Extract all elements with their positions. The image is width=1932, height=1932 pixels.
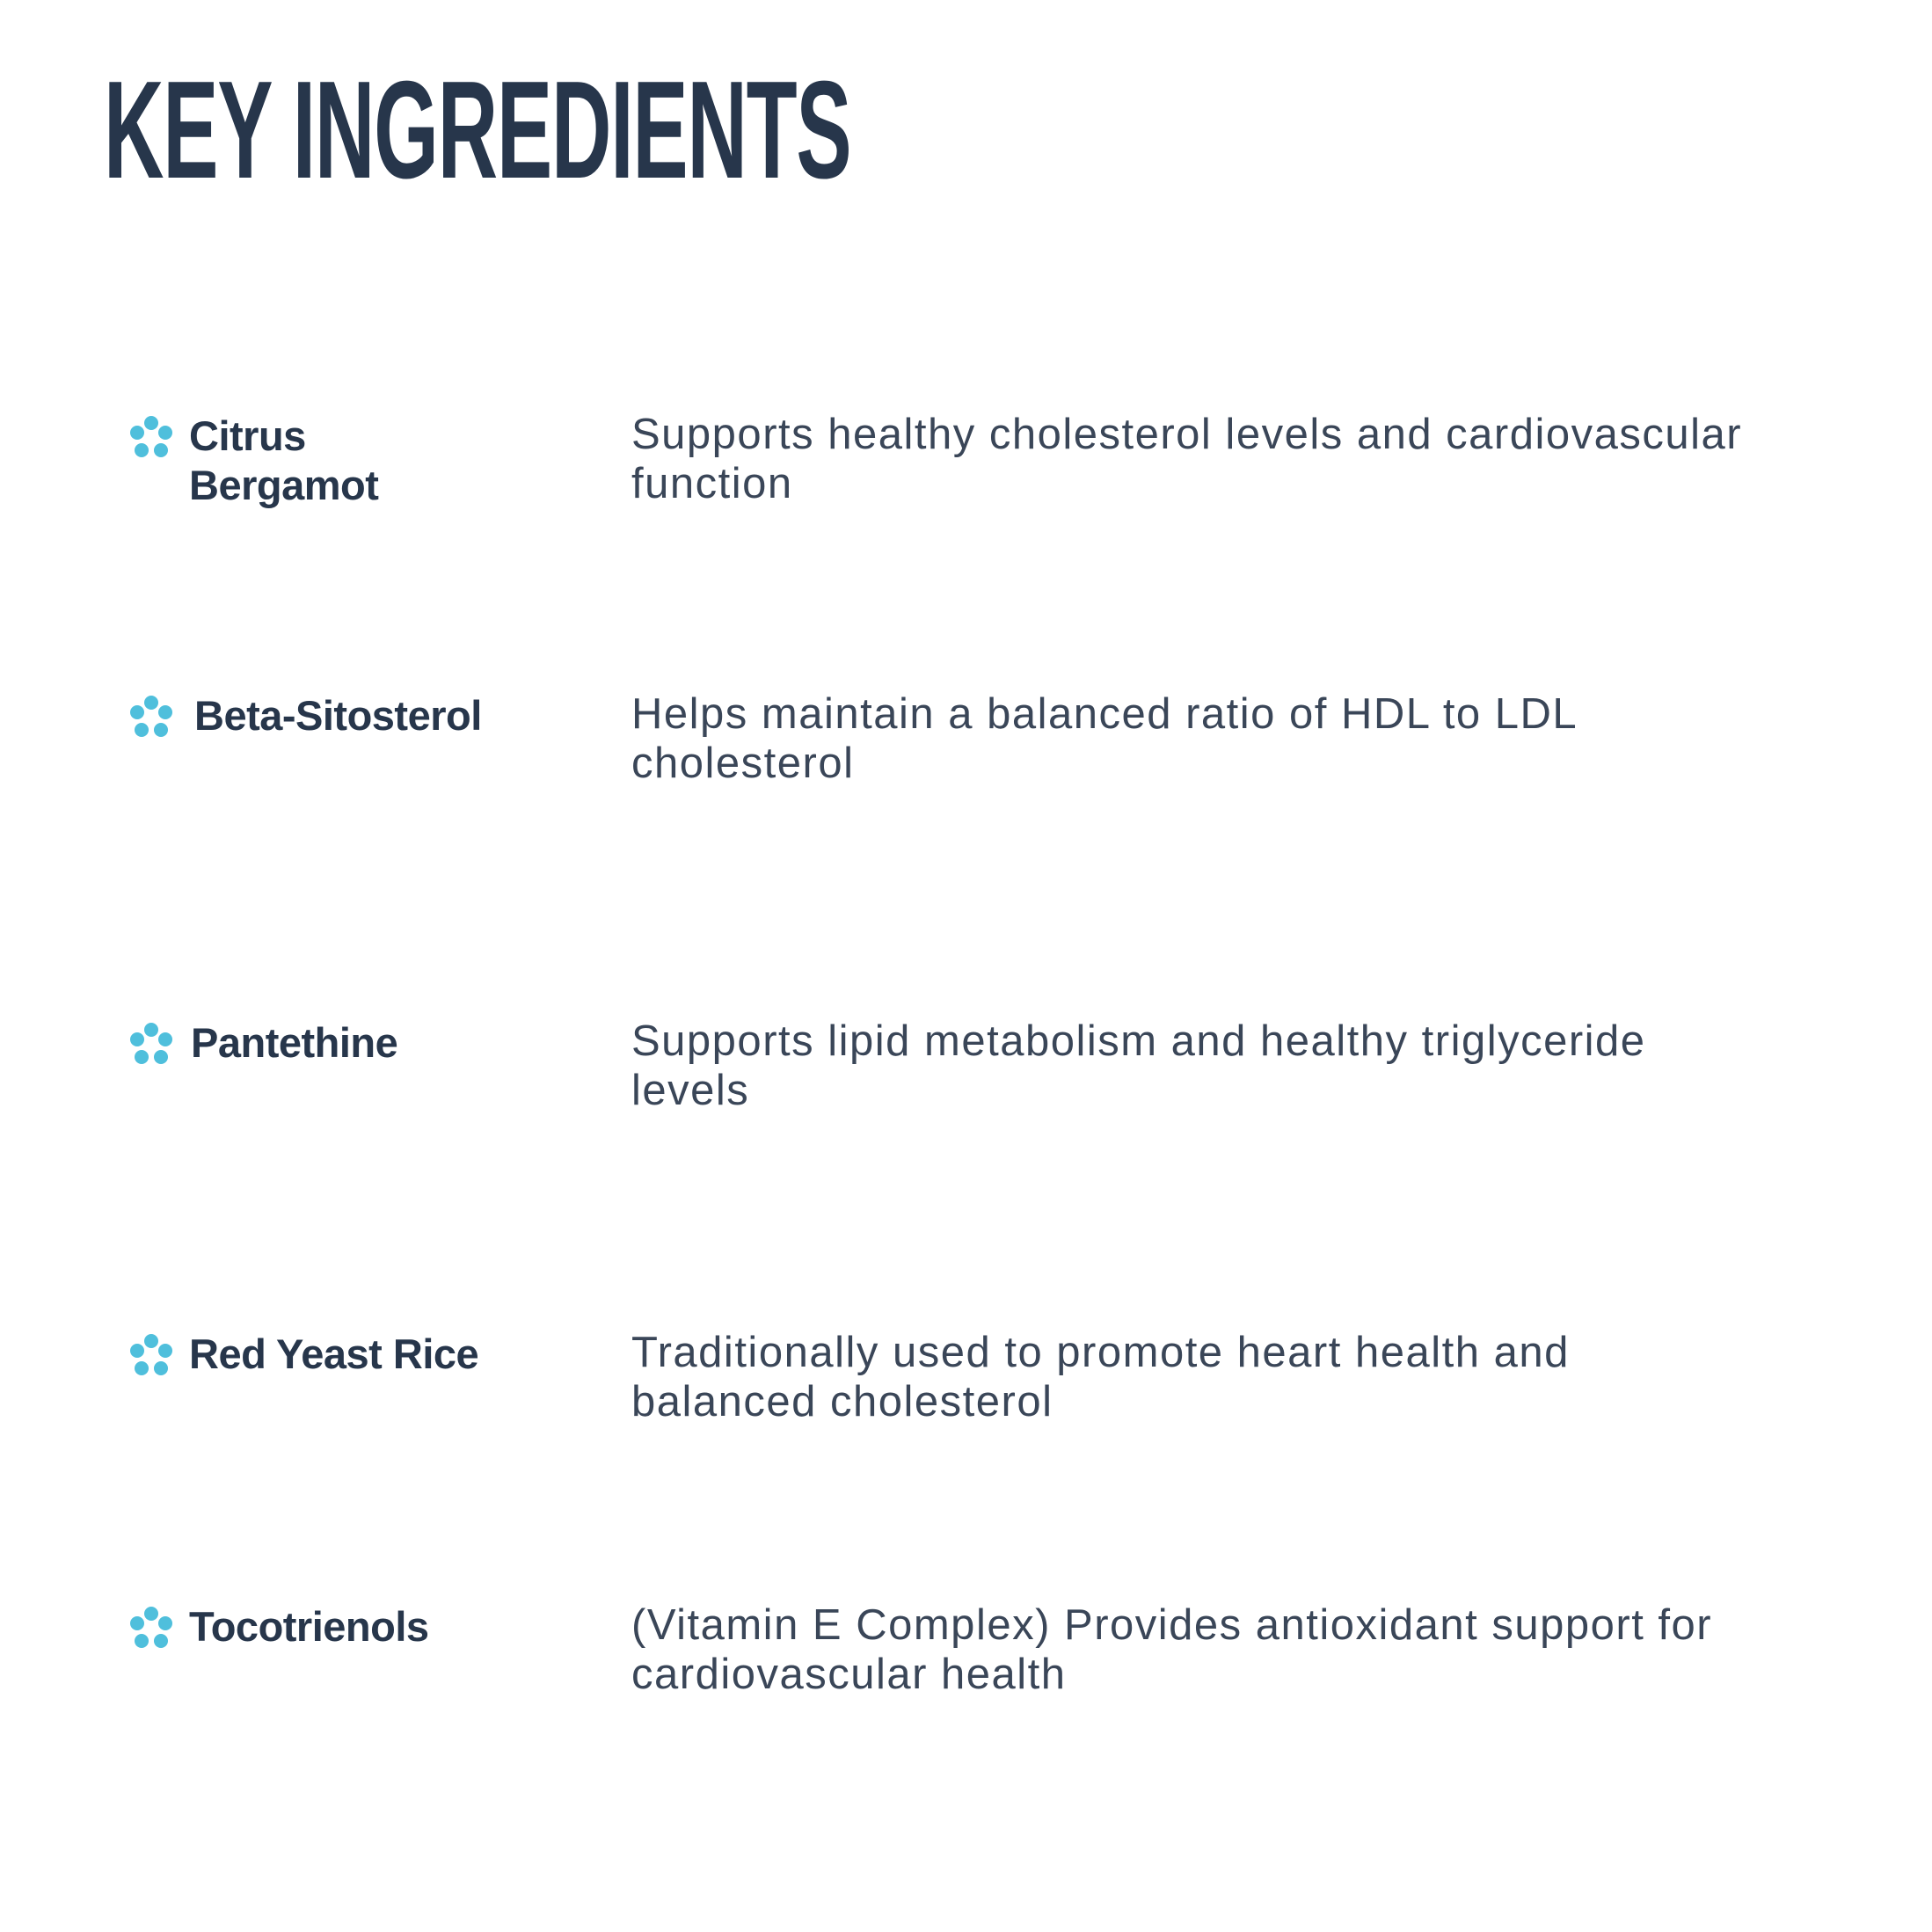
flower-icon	[128, 415, 174, 461]
ingredient-name: Citrus Bergamot	[189, 412, 379, 508]
flower-icon	[128, 1606, 174, 1651]
ingredient-description: Supports lipid metabolism and healthy triglyceride levels	[631, 1017, 1646, 1114]
ingredient-name: Pantethine	[191, 1019, 398, 1066]
page-title: KEY INGREDIENTS	[104, 53, 851, 208]
flower-icon	[128, 1022, 174, 1068]
flower-icon	[128, 1333, 174, 1379]
ingredient-description: Helps maintain a balanced ratio of HDL to LDL cholesterol	[631, 690, 1577, 787]
ingredient-name: Red Yeast Rice	[189, 1331, 479, 1377]
ingredient-name: Beta-Sitosterol	[194, 692, 482, 739]
flower-icon	[128, 695, 174, 740]
ingredient-name: Tocotrienols	[189, 1603, 429, 1650]
ingredient-description: Traditionally used to promote heart health and balanced cholesterol	[631, 1329, 1570, 1425]
ingredient-description: Supports healthy cholesterol levels and cardiovascular function	[631, 411, 1743, 507]
ingredient-description: (Vitamin E Complex) Provides antioxidant support for cardiovascular health	[631, 1601, 1713, 1698]
